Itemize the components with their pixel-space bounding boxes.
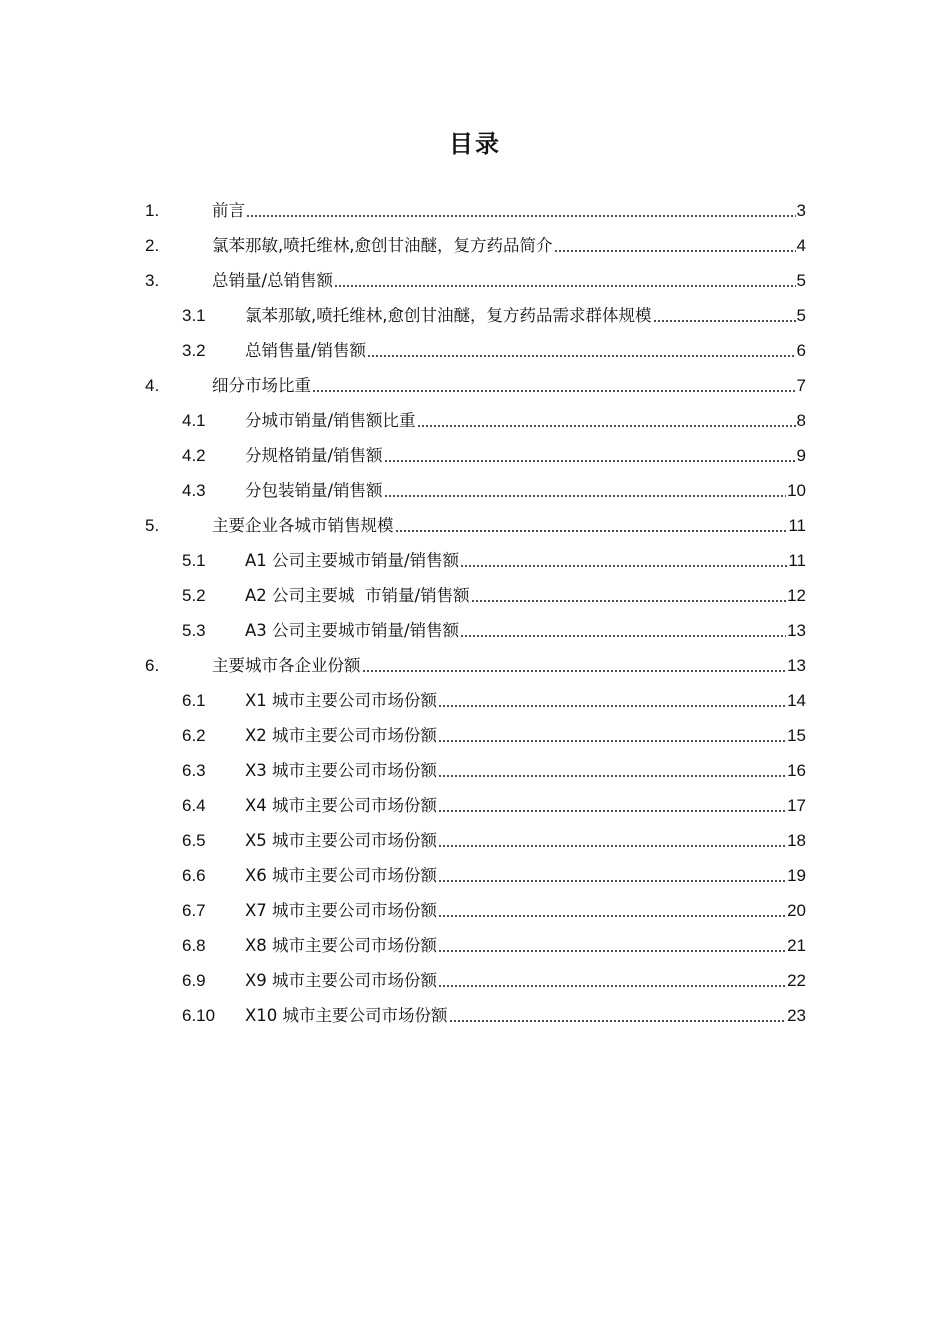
toc-dot-leader — [395, 520, 788, 533]
toc-dot-leader — [471, 590, 786, 603]
toc-entry-text: 总销量/总销售额 — [212, 270, 334, 290]
toc-dot-leader — [438, 975, 786, 988]
toc-entry-number: 4.3 — [182, 480, 206, 500]
toc-entry-page: 17 — [787, 795, 806, 815]
toc-dot-leader — [460, 625, 786, 638]
toc-dot-leader — [449, 1010, 787, 1023]
toc-entry[interactable] — [145, 263, 806, 298]
toc-dot-leader — [384, 450, 796, 463]
toc-entry[interactable] — [145, 578, 806, 613]
toc-entry[interactable] — [145, 613, 806, 648]
toc-entry-number: 3. — [145, 270, 160, 290]
toc-entry[interactable] — [145, 333, 806, 368]
toc-entry-number: 4.2 — [182, 445, 206, 465]
toc-entry-page: 20 — [787, 900, 806, 920]
toc-dot-leader — [438, 940, 786, 953]
toc-entry-page: 10 — [787, 480, 806, 500]
toc-entry-page: 5 — [796, 305, 806, 325]
toc-dot-leader — [362, 660, 787, 673]
toc-dot-leader — [438, 800, 786, 813]
toc-entry-text: X9 城市主要公司市场份额 — [245, 970, 438, 990]
toc-entry-text: X2 城市主要公司市场份额 — [245, 725, 438, 745]
toc-dot-leader — [334, 275, 795, 288]
toc-entry-text: 分包装销量/销售额 — [245, 480, 383, 500]
toc-entry[interactable] — [145, 193, 806, 228]
toc-dot-leader — [438, 730, 786, 743]
toc-entry-text: X3 城市主要公司市场份额 — [245, 760, 438, 780]
toc-entry-text: 前言 — [212, 200, 245, 220]
toc-entry-number: 6.3 — [182, 760, 206, 780]
toc-entry-text: 分规格销量/销售额 — [245, 445, 383, 465]
toc-entry-number: 1. — [145, 200, 160, 220]
toc-entry[interactable] — [145, 893, 806, 928]
toc-entry[interactable] — [145, 788, 806, 823]
toc-entry-number: 5.2 — [182, 585, 206, 605]
toc-entry-number: 6.8 — [182, 935, 206, 955]
toc-entry-page: 8 — [796, 410, 806, 430]
toc-entry-number: 6.10 — [182, 1005, 216, 1025]
toc-entry[interactable] — [145, 473, 806, 508]
toc-entry-text: A3 公司主要城市销量/销售额 — [245, 620, 460, 640]
toc-title: 目录 — [449, 130, 501, 158]
toc-entry[interactable] — [145, 858, 806, 893]
toc-dot-leader — [384, 485, 787, 498]
toc-entry-page: 22 — [787, 970, 806, 990]
toc-entry-text: X4 城市主要公司市场份额 — [245, 795, 438, 815]
toc-entry-page: 19 — [787, 865, 806, 885]
toc-entry-text: 细分市场比重 — [212, 375, 311, 395]
toc-entry[interactable] — [145, 753, 806, 788]
toc-entry-number: 5.3 — [182, 620, 206, 640]
toc-entry-page: 6 — [796, 340, 806, 360]
toc-entry-number: 4.1 — [182, 410, 206, 430]
toc-entry[interactable] — [145, 963, 806, 998]
toc-entry-page: 15 — [787, 725, 806, 745]
toc-entry-text: X6 城市主要公司市场份额 — [245, 865, 438, 885]
toc-entry[interactable] — [145, 718, 806, 753]
toc-entry[interactable] — [145, 823, 806, 858]
toc-dot-leader — [438, 835, 786, 848]
toc-entry-text: X5 城市主要公司市场份额 — [245, 830, 438, 850]
toc-entry-text: A1 公司主要城市销量/销售额 — [245, 550, 460, 570]
toc-entry-page: 7 — [796, 375, 806, 395]
toc-entry-text: 氯苯那敏,喷托维林,愈创甘油醚，复方药品需求群体规模 — [245, 305, 652, 325]
toc-entry-number: 5.1 — [182, 550, 206, 570]
toc-dot-leader — [438, 905, 786, 918]
toc-entry-text: 氯苯那敏,喷托维林,愈创甘油醚，复方药品简介 — [212, 235, 553, 255]
toc-entry[interactable] — [145, 543, 806, 578]
toc-entry-text: 主要企业各城市销售规模 — [212, 515, 394, 535]
toc-entry-text: X7 城市主要公司市场份额 — [245, 900, 438, 920]
toc-entry-number: 3.1 — [182, 305, 206, 325]
toc-entry[interactable] — [145, 683, 806, 718]
toc-entry-page: 11 — [788, 550, 806, 570]
toc-entry[interactable] — [145, 228, 806, 263]
toc-entry-page: 18 — [787, 830, 806, 850]
toc-entry-page: 11 — [788, 515, 806, 535]
toc-list — [145, 193, 806, 1033]
toc-entry-page: 9 — [796, 445, 806, 465]
toc-entry-text: X10 城市主要公司市场份额 — [245, 1005, 448, 1025]
toc-entry-number: 2. — [145, 235, 160, 255]
toc-entry-number: 6.4 — [182, 795, 206, 815]
toc-entry[interactable] — [145, 438, 806, 473]
toc-entry[interactable] — [145, 298, 806, 333]
toc-dot-leader — [312, 380, 796, 393]
toc-dot-leader — [438, 870, 786, 883]
toc-dot-leader — [554, 240, 796, 253]
toc-entry-page: 23 — [787, 1005, 806, 1025]
toc-dot-leader — [438, 765, 786, 778]
toc-entry-number: 6.2 — [182, 725, 206, 745]
toc-entry-page: 12 — [787, 585, 806, 605]
toc-dot-leader — [367, 345, 795, 358]
toc-entry[interactable] — [145, 403, 806, 438]
toc-dot-leader — [417, 415, 796, 428]
toc-entry-number: 6.9 — [182, 970, 206, 990]
toc-entry-page: 13 — [787, 655, 806, 675]
toc-entry-number: 5. — [145, 515, 160, 535]
toc-entry-text: 总销售量/销售额 — [245, 340, 367, 360]
toc-entry-page: 16 — [787, 760, 806, 780]
toc-entry-text: 主要城市各企业份额 — [212, 655, 361, 675]
toc-entry-page: 13 — [787, 620, 806, 640]
toc-entry-page: 5 — [796, 270, 806, 290]
toc-entry-page: 21 — [787, 935, 806, 955]
toc-entry[interactable] — [145, 368, 806, 403]
toc-entry-number: 6.7 — [182, 900, 206, 920]
toc-entry-number: 3.2 — [182, 340, 206, 360]
toc-entry[interactable] — [145, 508, 806, 543]
toc-entry-text: X8 城市主要公司市场份额 — [245, 935, 438, 955]
toc-dot-leader — [246, 205, 796, 218]
toc-entry-page: 3 — [796, 200, 806, 220]
toc-entry-number: 6. — [145, 655, 160, 675]
toc-entry-text: A2 公司主要城 市销量/销售额 — [245, 585, 470, 605]
toc-entry-number: 6.5 — [182, 830, 206, 850]
toc-entry[interactable] — [145, 648, 806, 683]
toc-entry-number: 6.6 — [182, 865, 206, 885]
toc-dot-leader — [460, 555, 787, 568]
toc-entry[interactable] — [145, 928, 806, 963]
toc-dot-leader — [438, 695, 786, 708]
toc-entry-page: 14 — [787, 690, 806, 710]
toc-entry-number: 4. — [145, 375, 160, 395]
toc-entry-number: 6.1 — [182, 690, 206, 710]
toc-dot-leader — [653, 310, 796, 323]
toc-entry-page: 4 — [796, 235, 806, 255]
toc-entry-text: 分城市销量/销售额比重 — [245, 410, 416, 430]
toc-entry[interactable] — [145, 998, 806, 1033]
toc-entry-text: X1 城市主要公司市场份额 — [245, 690, 438, 710]
